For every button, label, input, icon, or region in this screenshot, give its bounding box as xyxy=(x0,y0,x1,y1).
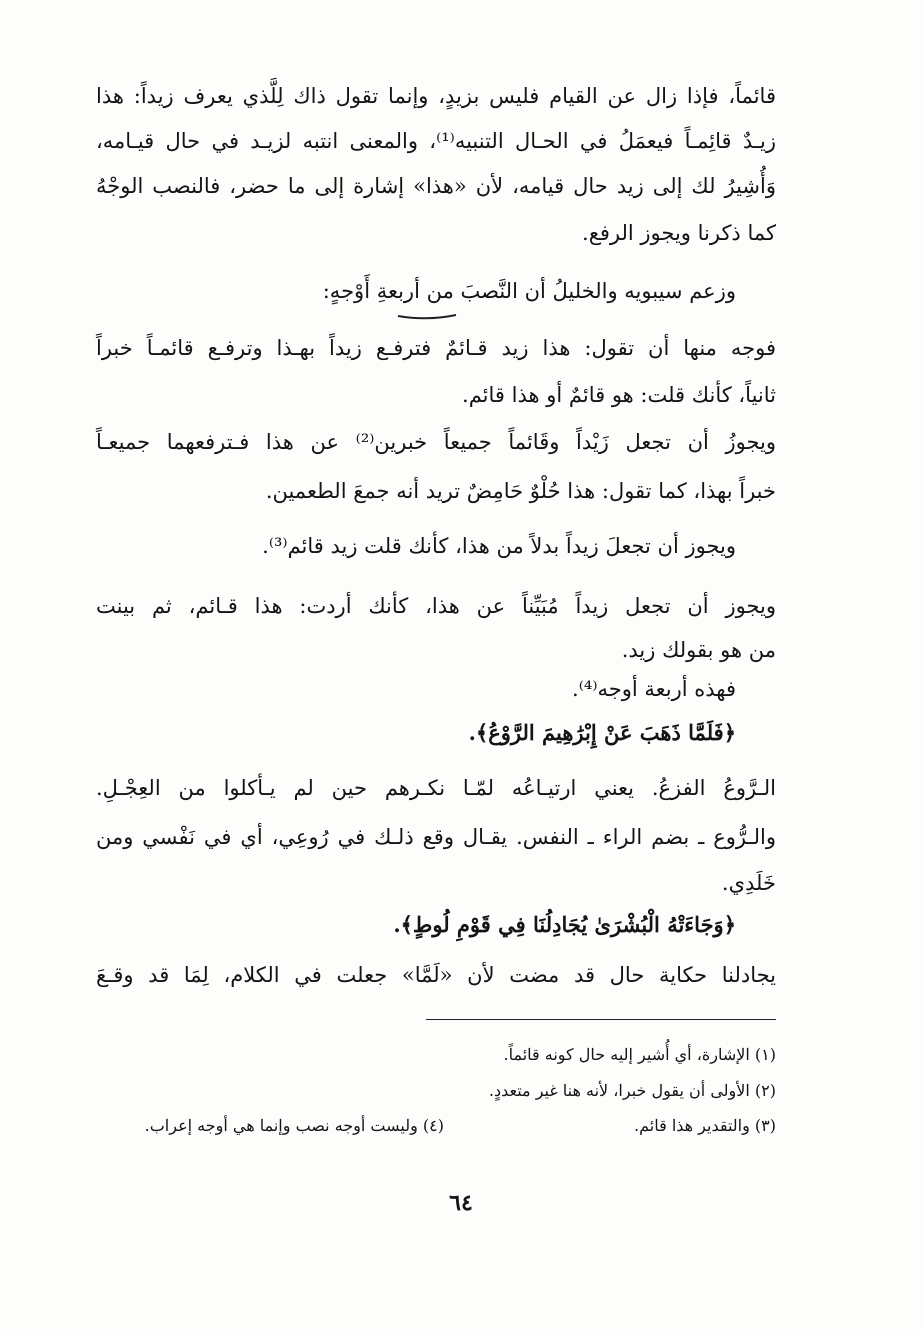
body-line-10: ويجوز أن تجعلَ زيداً بدلاً من هذا، كأنك قلت زيد قائم⁽³⁾. xyxy=(262,534,736,558)
underline-ornament xyxy=(396,312,458,320)
body-line-12: من هو بقولك زيد. xyxy=(621,638,776,662)
body-line-19: يجادلنا حكاية حال قد مضت لأن «لَمَّا» جعلت في الكلام، لِمَا قد وقـعَ xyxy=(96,963,776,987)
body-line-11: ويجوز أن تجعل زيداً مُبَيِّناً عن هذا، كأنك أردت: هذا قـائم، ثم بينت xyxy=(96,594,776,618)
body-line-17: خَلَدِي. xyxy=(721,871,776,895)
page-number: ٦٤ xyxy=(449,1190,473,1216)
body-line-5: وزعم سيبويه والخليلُ أن النَّصبَ من أربعةِ أَوْجهٍ: xyxy=(322,279,736,303)
quran-verse-2: ﴿وَجَاءَتْهُ الْبُشْرَىٰ يُجَادِلُنَا فِي قَوْمِ لُوطٍ﴾. xyxy=(393,912,736,937)
quran-verse-1: ﴿فَلَمَّا ذَهَبَ عَنْ إِبْرَٰهِيمَ الرَّوْعُ﴾. xyxy=(468,720,736,745)
body-line-1: قائماً، فإذا زال عن القيام فليس بزيدٍ، وإنما تقول ذاك لِلَّذي يعرف زيداً: هذا xyxy=(96,84,776,108)
body-line-9: خبراً بهذا، كما تقول: هذا حُلْوٌ حَامِضٌ تريد أنه جمعَ الطعمين. xyxy=(265,479,776,503)
body-line-7: ثانياً، كأنك قلت: هو قائمٌ أو هذا قائم. xyxy=(462,383,776,407)
footnote-2: (٢) الأولى أن يقول خبرا، لأنه هنا غير متعددٍ. xyxy=(488,1081,776,1100)
footnote-separator xyxy=(426,1019,776,1020)
body-line-16: والـرُّوع ـ بضم الراء ـ النفس. يقـال وقع ذلـك في رُوعِي، أي في نَفْسي ومن xyxy=(96,825,776,849)
body-line-4: كما ذكرنا ويجوز الرفع. xyxy=(582,221,776,245)
body-line-6: فوجه منها أن تقول: هذا زيد قـائمٌ فترفـع زيداً بهـذا وترفـع قائمـاً خبراً xyxy=(96,336,776,360)
body-line-3: وَأُشِيرُ لك إلى زيد حال قيامه، لأن «هذا» إشارة إلى ما حضر، فالنصب الوجْهُ xyxy=(96,174,776,198)
footnote-4: (٤) وليست أوجه نصب وإنما هي أوجه إعراب. xyxy=(144,1116,444,1135)
footnote-3: (٣) والتقدير هذا قائم. xyxy=(634,1116,776,1135)
body-line-2: زيـدٌ قائِمـاً فيعمَلُ في الحـال التنبيه⁽¹⁾، والمعنى انتبه لزيـد في حال قيـامه، xyxy=(96,129,777,153)
footnote-1: (١) الإشارة، أي أُشير إليه حال كونه قائماً. xyxy=(503,1045,776,1064)
body-line-13: فهذه أربعة أوجه⁽⁴⁾. xyxy=(572,677,736,701)
body-line-8: ويجوزُ أن تجعل زَيْداً وقَائماً جميعاً خبرين⁽²⁾ عن هذا فـترفعهما جميعـاً xyxy=(96,430,777,454)
body-line-15: الـرَّوعُ الفزعُ. يعني ارتيـاعُه لمّـا نكـرهم حين لم يـأكلوا من العِجْـلِ. xyxy=(96,776,776,800)
